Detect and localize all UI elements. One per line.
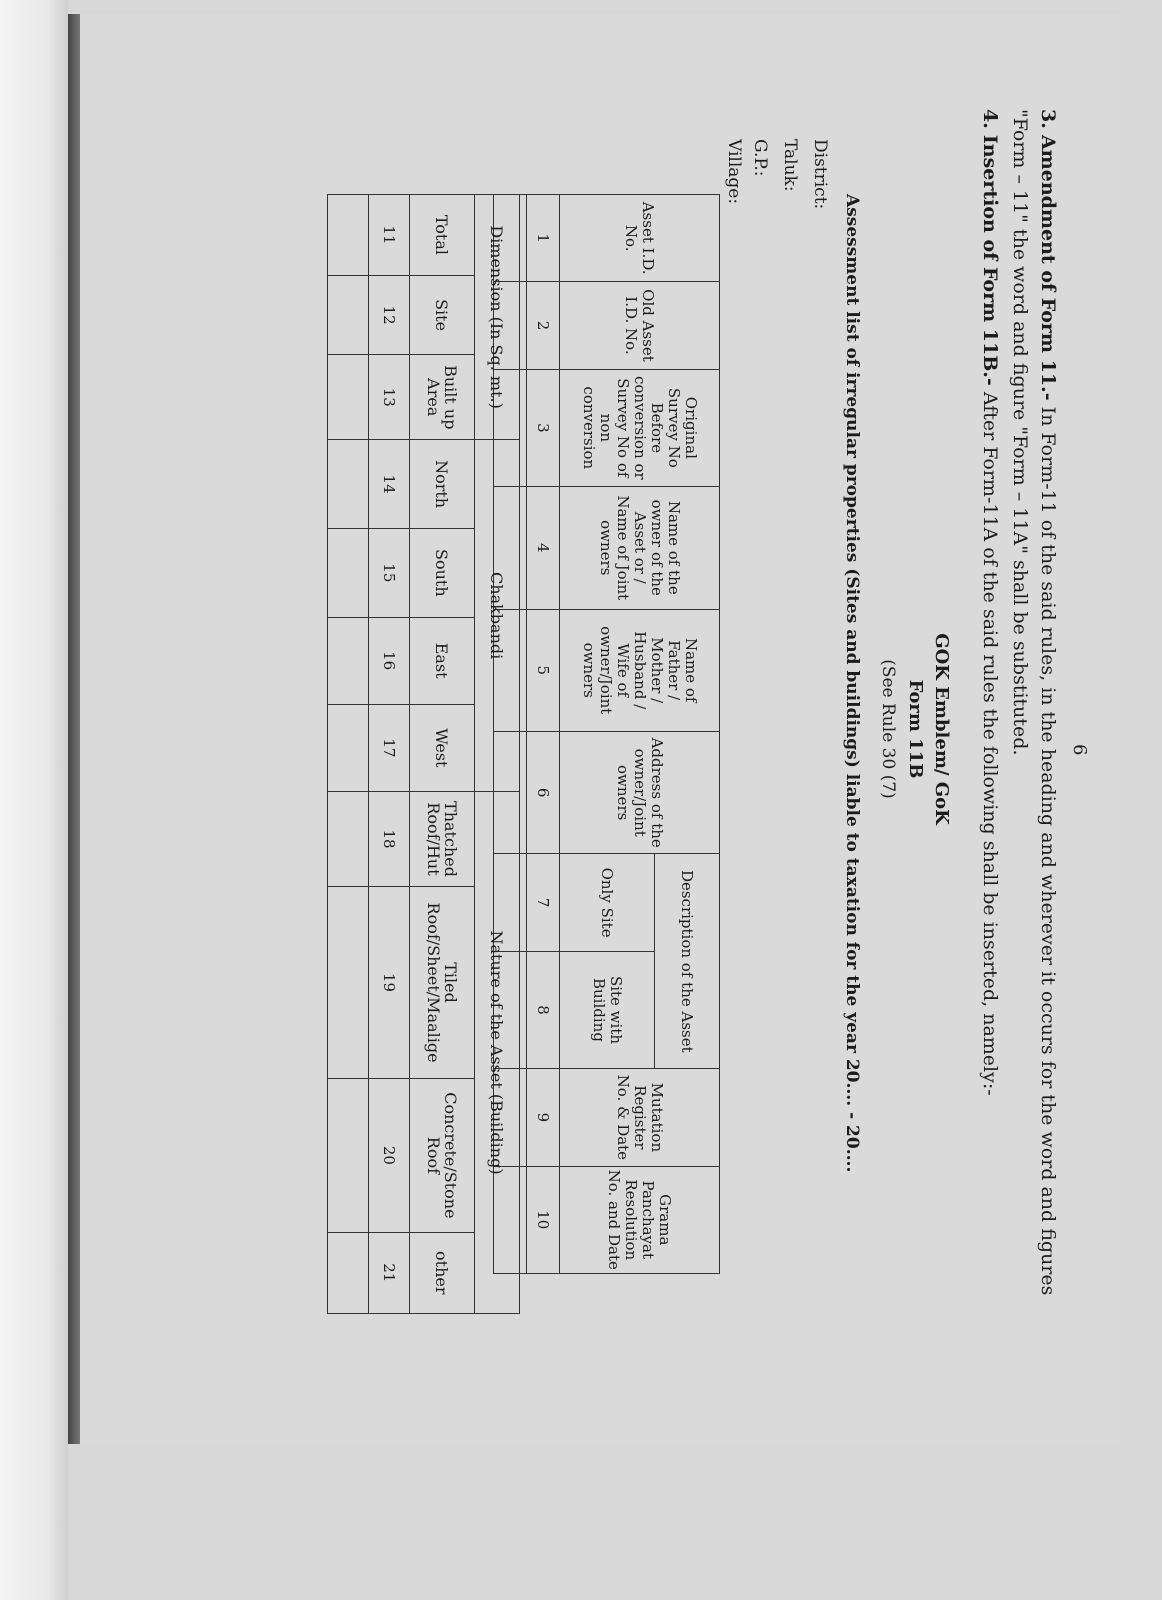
empty-cell bbox=[328, 528, 369, 617]
empty-cell bbox=[328, 886, 369, 1078]
paragraph-4 bbox=[976, 109, 1004, 1309]
col-number: 9 bbox=[527, 1069, 560, 1166]
col-number: 5 bbox=[527, 609, 560, 731]
chakbandi-group: Chakbandi bbox=[475, 440, 520, 792]
col-tiled: Tiled Roof/Sheet/Maalige bbox=[410, 886, 475, 1078]
empty-cell bbox=[328, 1232, 369, 1313]
col-number: 19 bbox=[369, 886, 410, 1078]
col-number: 10 bbox=[527, 1166, 560, 1273]
col-number: 13 bbox=[369, 355, 410, 440]
col-number: 7 bbox=[527, 854, 560, 951]
page-number: 6 bbox=[1069, 744, 1090, 756]
para4-title: Insertion of Form 11B.- bbox=[979, 134, 1001, 386]
col-south: South bbox=[410, 528, 475, 617]
empty-cell bbox=[328, 704, 369, 791]
col-description: Description of the Asset bbox=[655, 854, 720, 1069]
col-thatched: Thatched Roof/Hut bbox=[410, 792, 475, 887]
emblem-heading: GOK Emblem/ GoK bbox=[931, 633, 952, 825]
scan-shadow-strip bbox=[68, 14, 80, 1444]
col-number: 3 bbox=[527, 369, 560, 486]
empty-cell bbox=[328, 617, 369, 704]
col-west: West bbox=[410, 704, 475, 791]
district-label: District: bbox=[810, 139, 830, 210]
col-old-asset-id: Old Asset I.D. No. bbox=[560, 282, 720, 369]
col-number: 21 bbox=[369, 1232, 410, 1313]
rotated-document-page bbox=[80, 14, 1120, 1444]
col-number: 11 bbox=[369, 195, 410, 276]
form-title: Form 11B bbox=[905, 679, 926, 779]
col-address: Address of the owner/Joint owners bbox=[560, 731, 720, 853]
col-concrete: Concrete/Stone Roof bbox=[410, 1079, 475, 1232]
col-total: Total bbox=[410, 195, 475, 276]
col-number: 16 bbox=[369, 617, 410, 704]
paragraph-3 bbox=[1006, 109, 1062, 1309]
col-north: North bbox=[410, 440, 475, 529]
empty-cell bbox=[328, 275, 369, 355]
assessment-table-1 bbox=[493, 194, 720, 1274]
rule-reference: (See Rule 30 (7) bbox=[878, 659, 898, 799]
col-gp-resolution: Grama Panchayat Resolution No. and Date bbox=[560, 1166, 720, 1273]
para4-number: 4. bbox=[979, 109, 1001, 129]
col-number: 6 bbox=[527, 731, 560, 853]
village-label: Village: bbox=[724, 139, 744, 205]
taluk-label: Taluk: bbox=[780, 139, 800, 192]
assessment-title: Assessment list of irregular properties (Sites and buildings) liable to taxation for the year 20.... - 20.... bbox=[842, 194, 862, 1173]
para3-number: 3. bbox=[1037, 109, 1059, 129]
col-other: other bbox=[410, 1232, 475, 1313]
col-number: 1 bbox=[527, 195, 560, 282]
scanner-margin bbox=[0, 0, 68, 1600]
col-mutation-register: Mutation Register No. & Date bbox=[560, 1069, 720, 1166]
col-only-site: Only Site bbox=[560, 854, 655, 951]
para3-text: In Form-11 of the said rules, in the heading and wherever it occurs for the word and figures "Form – 11" the word and figure "Form – 11A" shall be substituted. bbox=[1009, 109, 1059, 1296]
col-asset-id: Asset I.D. No. bbox=[560, 195, 720, 282]
empty-cell bbox=[328, 440, 369, 529]
col-site: Site bbox=[410, 275, 475, 355]
col-number: 4 bbox=[527, 487, 560, 609]
empty-cell bbox=[328, 195, 369, 276]
col-number: 2 bbox=[527, 282, 560, 369]
col-survey-no: Original Survey No Before conversion or Survey No of non conversion bbox=[560, 369, 720, 486]
assessment-table-2 bbox=[327, 194, 520, 1314]
col-number: 8 bbox=[527, 951, 560, 1068]
col-site-with-building: Site with Building bbox=[560, 951, 655, 1068]
col-number: 12 bbox=[369, 275, 410, 355]
dimension-group: Dimension (In Sq. mt.) bbox=[475, 195, 520, 440]
para4-text: After Form-11A of the said rules the following shall be inserted, namely:- bbox=[979, 385, 1001, 1096]
col-parent-name: Name of Father / Mother / Husband / Wife of owner/Joint owners bbox=[560, 609, 720, 731]
col-number: 17 bbox=[369, 704, 410, 791]
gp-label: G.P.: bbox=[750, 139, 770, 177]
col-owner-name: Name of the owner of the Asset or / Name of Joint owners bbox=[560, 487, 720, 609]
para3-title: Amendment of Form 11.- bbox=[1037, 134, 1059, 401]
empty-cell bbox=[328, 1079, 369, 1232]
col-number: 20 bbox=[369, 1079, 410, 1232]
nature-group: Nature of the Asset (Building) bbox=[475, 792, 520, 1314]
col-east: East bbox=[410, 617, 475, 704]
col-built-up: Built up Area bbox=[410, 355, 475, 440]
empty-cell bbox=[328, 355, 369, 440]
empty-cell bbox=[328, 792, 369, 887]
col-number: 14 bbox=[369, 440, 410, 529]
col-number: 15 bbox=[369, 528, 410, 617]
col-number: 18 bbox=[369, 792, 410, 887]
